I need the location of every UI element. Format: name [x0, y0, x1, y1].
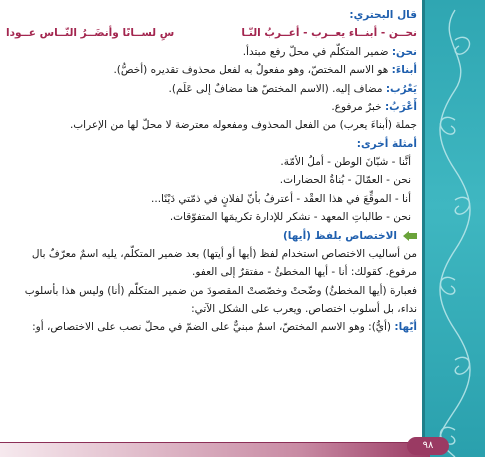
- poem-verse: [6, 24, 417, 42]
- decorative-side-band: [422, 0, 485, 457]
- section-heading: الاختصاص بلفظ (أيها): [282, 229, 397, 242]
- analysis-text: مضاف إليه. (الاسم المختصّ هنا مضافٌ إلى عَلَم).: [168, 82, 386, 95]
- final-text: (أيُّ): وهو الاسم المختصّ، اسمٌ مبنيٌّ على الضمّ في محلّ نصب على الاختصاص، أو:: [32, 321, 395, 334]
- analysis-item: [6, 80, 417, 98]
- floral-ornament-icon: [425, 0, 485, 457]
- analysis-term: أَعْرَبُ:: [384, 100, 417, 113]
- analysis-term: نحن:: [391, 45, 417, 58]
- arrow-left-icon: [403, 231, 417, 241]
- body-line: نداء، بل أسلوب اختصاص. ويعرب على الشكل الآتي:: [191, 303, 417, 315]
- analysis-term: يَعْرُب:: [385, 82, 417, 95]
- bottom-decorative-bar: [0, 442, 430, 457]
- body-line: من أساليب الاختصاص استخدام لفظ (أيها أو أيتها) بعد ضمير المتكلّم، يليه اسمٌ معرّفٌ بال: [31, 247, 417, 260]
- explanation-paragraph: جملة (أبناءَ يعرب) من الفعل المحذوف ومفعوله معترضة لا محلّ لها من الإعراب.: [69, 119, 417, 132]
- example-sentence: نحن - طالباتِ المعهد - نشكر للإدارة تكريمَها المتفوّقات.: [169, 211, 411, 224]
- analysis-text: ضمير المتكلّم في محلّ رفع مبتدأ.: [242, 45, 392, 58]
- page-number: ٩٨: [407, 437, 449, 455]
- final-analysis: [6, 318, 417, 336]
- examples-heading: أمثلة أخرى:: [356, 137, 417, 150]
- body-line: فعبارة (أيها المخطئُ) وضّحتْ وخصّصتْ المقصودَ من ضمير المتكلّم (أنا) وليس هذا بأسلوب: [24, 284, 417, 297]
- analysis-item: [6, 98, 417, 116]
- analysis-text: خبرٌ مرفوع.: [331, 100, 385, 113]
- example-sentence: أنَّنا - شبّانَ الوطن - أملُ الأمّة.: [280, 156, 411, 168]
- example-sentence: أنا - الموقِّعَ في هذا العقْد - أعترفُ بأنّ لفلانٍ في ذمّتي دَيْنًا...: [151, 192, 411, 205]
- final-term: أيّها:: [394, 321, 417, 334]
- analysis-term: أبناءَ:: [391, 64, 417, 77]
- verse-first-hemistich: نحــن - أبنــاء يعــرب - أعــربُ النّـا: [241, 27, 417, 40]
- analysis-item: [6, 61, 417, 79]
- section-heading-row: [6, 227, 417, 245]
- page-content: [6, 6, 417, 337]
- verse-second-hemistich: سِ لســانًا وأنضَــرُ النّــاس عــودا: [6, 27, 175, 40]
- poet-attribution: قال البحتري:: [349, 9, 417, 21]
- example-sentence: نحن - العمّالَ - بُناةُ الحضارات.: [279, 174, 411, 187]
- analysis-text: هو الاسم المختصّ، وهو مفعولٌ به لفعل محذوف تقديره (أخصُّ).: [113, 64, 392, 77]
- analysis-item: [6, 43, 417, 61]
- body-line: مرفوع. كقولك: أنا - أيها المخطئُ - مفتقرٌ إلى العفو.: [192, 266, 417, 279]
